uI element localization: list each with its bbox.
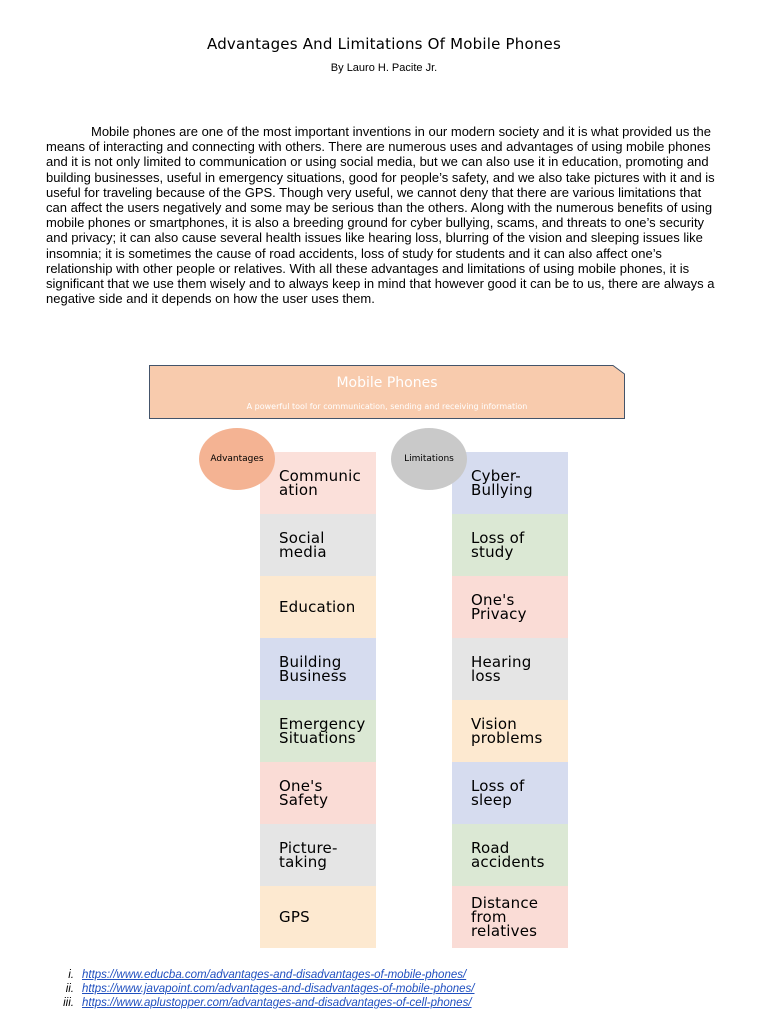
reference-number: iii. [63,997,74,1009]
reference-number: i. [68,969,74,981]
reference-link[interactable]: https://www.aplustopper.com/advantages-and-disadvantages-of-cell-phones/ [82,997,472,1009]
limitations-column [452,452,568,948]
limitation-item: Distance from relatives [452,886,568,948]
limitation-item: Loss of sleep [452,762,568,824]
limitation-item: Loss of study [452,514,568,576]
author-line: By Lauro H. Pacite Jr. [330,62,438,74]
limitation-item: Vision problems [452,700,568,762]
advantage-item: Building Business [260,638,376,700]
limitation-item: Road accidents [452,824,568,886]
advantages-circle: Advantages [199,428,275,490]
advantage-item: Emergency Situations [260,700,376,762]
advantage-item: GPS [260,886,376,948]
body-paragraph: Mobile phones are one of the most important inventions in our modern society and it is what provided us the means of interacting and connecting with others. There are numerous uses and advantages of using mobile phones and it is not only limited to communication or using social media, but we can also use it in education, promoting and building businesses, useful in emergency situations, good for people’s safety, and we also take pictures with it and is useful for traveling because of the GPS. Though very useful, we cannot deny that there are various limitations that can affect the users negatively and some may be serious than the others. Along with the numerous benefits of using mobile phones or smartphones, it is also a breeding ground for cyber bullying, scams, and threats to one’s security and privacy; it can also cause several health issues like hearing loss, blurring of the vision and sleeping issues like insomnia; it is sometimes the cause of road accidents, loss of study for students and it can also affect one’s relationship with other people or relatives. With all these advantages and limitations of using mobile phones, it is significant that we use them wisely and to always keep in mind that however good it can be to us, there are always a negative side and it depends on how the user uses them. [46,124,715,307]
advantages-column [260,452,376,948]
advantage-item: Social media [260,514,376,576]
mobile-phones-banner [149,365,625,419]
limitations-circle: Limitations [391,428,467,490]
reference-number: ii. [65,983,74,995]
banner-title: Mobile Phones [336,375,438,391]
advantage-item: Communication [260,452,376,514]
reference-item [46,982,475,996]
reference-item [46,996,475,1010]
reference-link[interactable]: https://www.javapoint.com/advantages-and-disadvantages-of-mobile-phones/ [82,983,475,995]
limitation-item: Cyber-Bullying [452,452,568,514]
banner-subtitle: A powerful tool for communication, sending and receiving information [246,402,528,411]
advantage-item: One's Safety [260,762,376,824]
reference-item [46,968,475,982]
document-title: Advantages And Limitations Of Mobile Phones [207,35,561,53]
advantage-item: Education [260,576,376,638]
advantage-item: Picture-taking [260,824,376,886]
limitation-item: Hearing loss [452,638,568,700]
reference-list [46,968,475,1010]
reference-link[interactable]: https://www.educba.com/advantages-and-disadvantages-of-mobile-phones/ [82,969,467,981]
limitation-item: One's Privacy [452,576,568,638]
